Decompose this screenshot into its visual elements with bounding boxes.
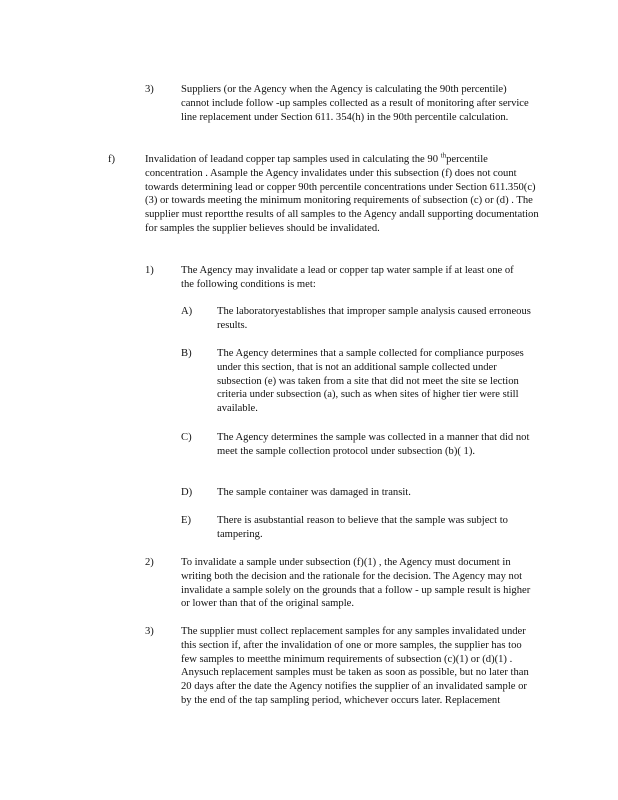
paragraph-text: The Agency determines that a sample collected for compliance purposes under this section, that is not an additional sample collected under subsection (e) was taken from a site that did not meet the site se lection criteria under subsection (a), such as when sites of higher tier were still available. [217, 348, 524, 415]
paragraph-text: The laboratoryestablishes that improper sample analysis caused erroneous results. [217, 306, 531, 331]
paragraph-label: D) [181, 487, 193, 498]
paragraph-label: 3) [145, 626, 154, 637]
paragraph-label: B) [181, 348, 192, 359]
paragraph-text: The Agency determines the sample was collected in a manner that did not meet the sample collection protocol under subsection (b)( 1). [217, 432, 530, 457]
paragraph-label: f) [108, 154, 116, 165]
paragraph-text [145, 153, 539, 236]
paragraph-text: There is asubstantial reason to believe that the sample was subject to tampering. [217, 515, 508, 540]
superscript: th [440, 151, 447, 160]
paragraph-label: 1) [145, 265, 154, 276]
paragraph-label: A) [181, 306, 193, 317]
paragraph-label: C) [181, 432, 192, 443]
paragraph-text-part: Invalidation of leadand copper tap samples used in calculating the 90 [145, 154, 441, 165]
paragraph-text: The sample container was damaged in transit. [217, 487, 411, 498]
paragraph-text-part: percentile concentration . Asample the Agency invalidates under this subsection (f) does not count towards determining lead or copper 90th percentile concentrations under Section 611.350(c)(3) or towards meeting the minimum monitoring requirements of subsection (c) or (d) . The supplier must reportthe results of all samples to the Agency andall supporting documentation for samples the supplier believes should be invalidated. [145, 154, 539, 234]
paragraph-text: Suppliers (or the Agency when the Agency is calculating the 90th percentile) cannot include follow -up samples collected as a result of monitoring after service line replacement under Section 611. 354(h) in the 90th percentile calculation. [181, 84, 529, 123]
paragraph-text: To invalidate a sample under subsection (f)(1) , the Agency must document in writing both the decision and the rationale for the decision. The Agency may not invalidate a sample solely on the grounds that a follow - up sample result is higher or lower than that of the original sample. [181, 557, 531, 610]
paragraph-label: E) [181, 515, 191, 526]
paragraph-text: The supplier must collect replacement samples for any samples invalidated under this section if, after the invalidation of one or more samples, the supplier has too few samples to meetthe minimum requirements of subsection (c)(1) or (d)(1) . Anysuch replacement samples must be taken as soon as possible, but no later than 20 days after the date the Agency notifies the supplier of an invalidated sample or by the end of the tap sampling period, whichever occurs later. Replacement [181, 626, 529, 706]
paragraph-label: 3) [145, 84, 154, 95]
paragraph-label: 2) [145, 557, 154, 568]
paragraph-text: The Agency may invalidate a lead or copper tap water sample if at least one of the following conditions is met: [181, 265, 514, 290]
